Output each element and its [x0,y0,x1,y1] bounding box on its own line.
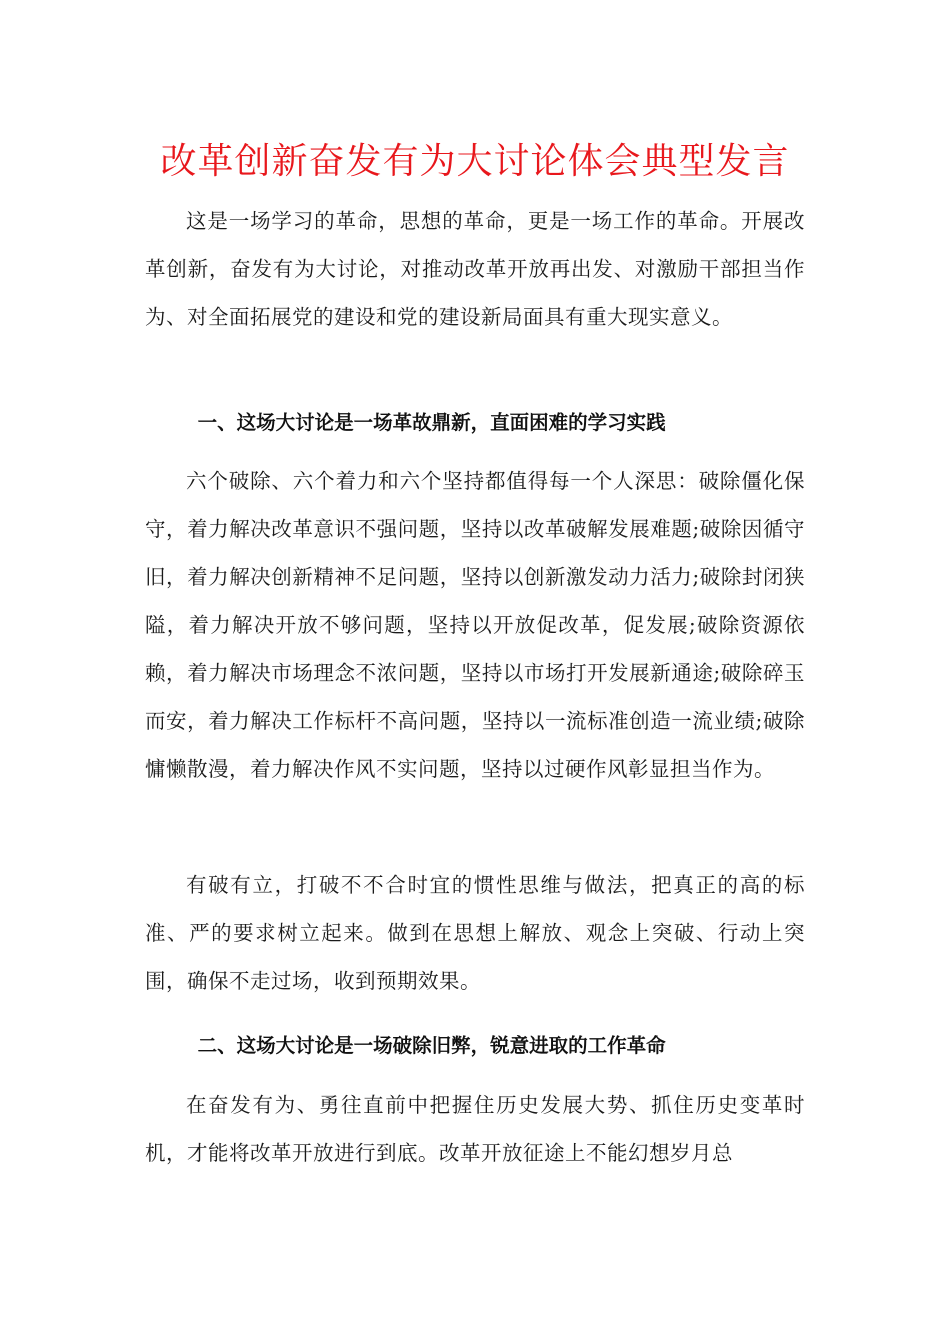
intro-paragraph: 这是一场学习的革命，思想的革命，更是一场工作的革命。开展改革创新，奋发有为大讨论，对推动改革开放再出发、对激励干部担当作为、对全面拓展党的建设和党的建设新局面具有重大现实意义。 [145,209,805,329]
document-title: 改革创新奋发有为大讨论体会典型发言 [160,141,790,182]
section-1-paragraph-1: 六个破除、六个着力和六个坚持都值得每一个人深思：破除僵化保守，着力解决改革意识不强问题，坚持以改革破解发展难题;破除因循守旧，着力解决创新精神不足问题，坚持以创新激发动力活力;破除封闭狭隘，着力解决开放不够问题，坚持以开放促改革，促发展;破除资源依赖，着力解决市场理念不浓问题，坚持以市场打开发展新通途;破除碎玉而安，着力解决工作标杆不高问题，坚持以一流标准创造一流业绩;破除慵懒散漫，着力解决作风不实问题，坚持以过硬作风彰显担当作为。 [145,469,805,781]
section-heading-2: 二、这场大讨论是一场破除旧弊，锐意进取的工作革命 [197,1034,666,1057]
section-1-paragraph-2: 有破有立，打破不不合时宜的惯性思维与做法，把真正的高的标准、严的要求树立起来。做到在思想上解放、观念上突破、行动上突围，确保不走过场，收到预期效果。 [145,873,805,993]
section-heading-1: 一、这场大讨论是一场革故鼎新，直面困难的学习实践 [197,411,666,434]
section-2-paragraph-1: 在奋发有为、勇往直前中把握住历史发展大势、抓住历史变革时机，才能将改革开放进行到底。改革开放征途上不能幻想岁月总 [145,1093,805,1165]
